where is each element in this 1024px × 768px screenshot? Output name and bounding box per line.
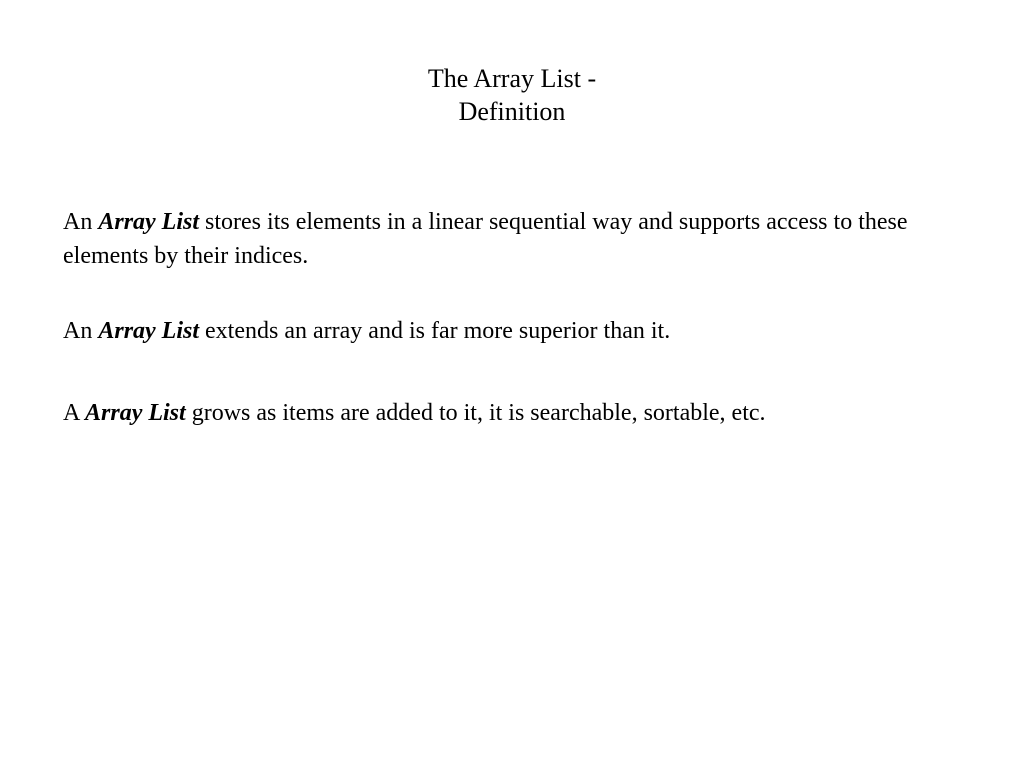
- slide-title-line-2: Definition: [458, 97, 566, 126]
- paragraph-2-text: extends an array and is far more superior than it.: [205, 318, 671, 344]
- definition-paragraph-1: [63, 205, 943, 273]
- paragraph-2-term: Array List: [98, 318, 200, 344]
- paragraph-1-text: stores its elements in a linear sequential way and supports access to these elements by their indices.: [63, 209, 908, 269]
- paragraph-1-term: Array List: [98, 209, 200, 235]
- paragraph-3-text: grows as items are added to it, it is searchable, sortable, etc.: [191, 400, 766, 426]
- paragraph-3-lead: A: [63, 400, 80, 426]
- definition-paragraph-3: [63, 396, 943, 430]
- slide-title-line-1: The Array List -: [427, 64, 597, 93]
- definition-paragraph-2: [63, 314, 943, 348]
- paragraph-3-term: Array List: [85, 400, 186, 426]
- paragraph-2-lead: An: [63, 318, 93, 344]
- slide-title: [0, 62, 1024, 128]
- paragraph-1-lead: An: [63, 209, 93, 235]
